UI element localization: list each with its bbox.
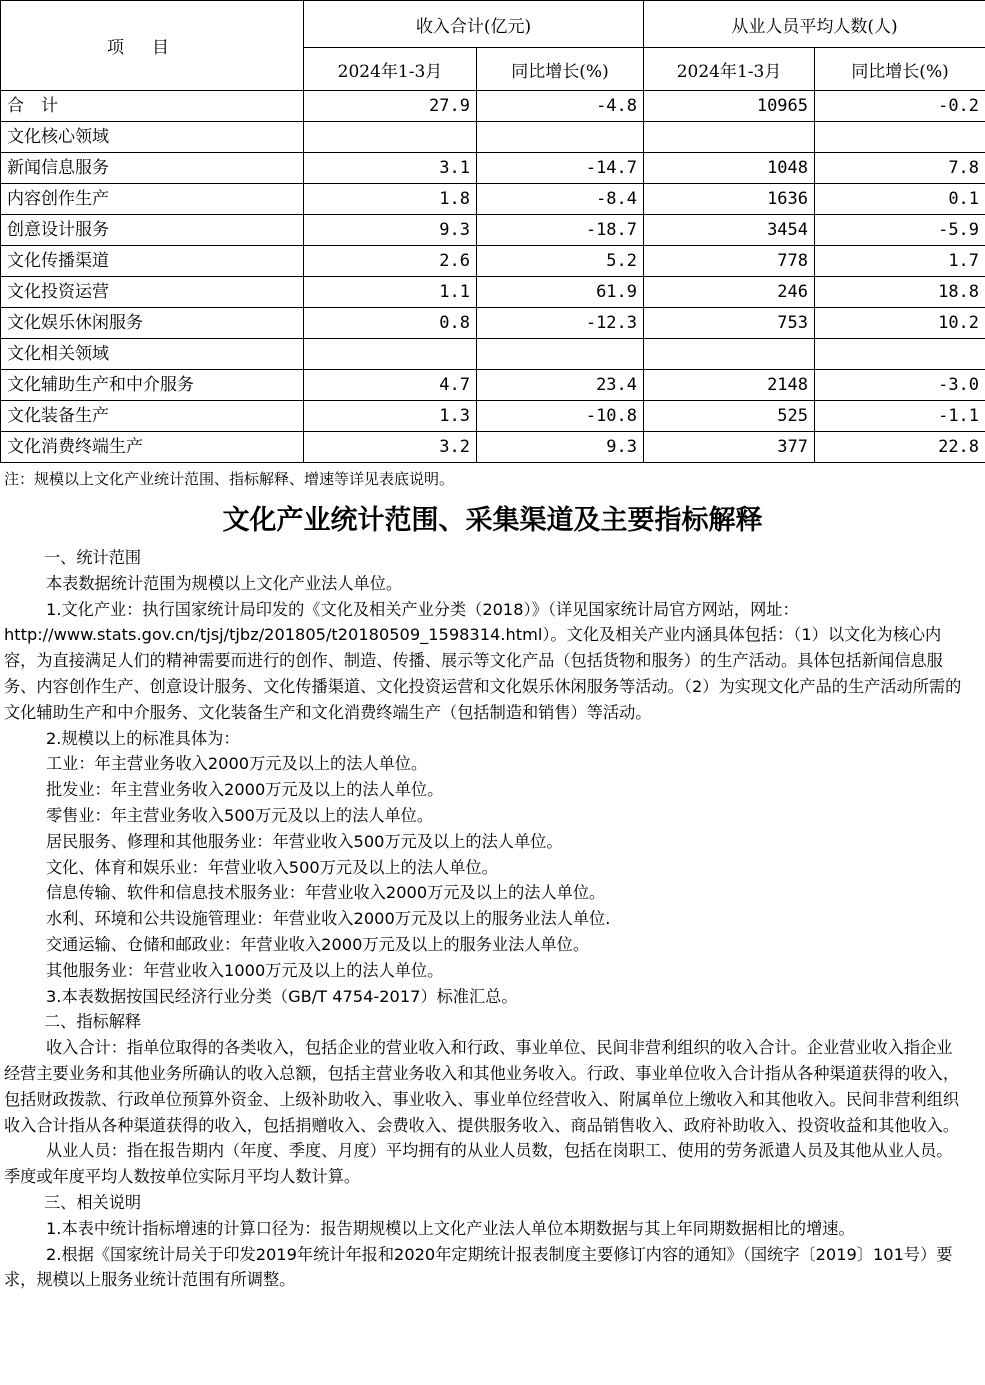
income-value bbox=[304, 339, 477, 370]
row-label: 文化装备生产 bbox=[1, 401, 304, 432]
item-header: 项目 bbox=[1, 1, 304, 91]
scale-item: 居民服务、修理和其他服务业：年营业收入500万元及以上的法人单位。 bbox=[46, 831, 563, 851]
statistics-table bbox=[0, 0, 985, 463]
table-row bbox=[1, 401, 985, 432]
section-heading: 一、统计范围 bbox=[44, 548, 142, 567]
paragraph: 1.文化产业：执行国家统计局印发的《文化及相关产业分类（2018）》（详见国家统计局官方网站，网址：http://www.stats.gov.cn/tjsj/tjbz/201805/t20180509_1598314.html）。文化及相关产业内涵具体包括：（1）以文化为核心内容，为直接满足人们的精神需要而进行的创作、制造、传播、展示等文化产品（包括货物和服务）的生产活动。具体包括新闻信息服务、内容创作生产、创意设计服务、文化传播渠道、文化投资运营和文化娱乐休闲服务等活动。（2）为实现文化产品的生产活动所需的文化辅助生产和中介服务、文化装备生产和文化消费终端生产（包括制造和销售）等活动。 bbox=[4, 599, 962, 722]
paragraph: 收入合计：指单位取得的各类收入，包括企业的营业收入和行政、事业单位、民间非营利组织的收入合计。企业营业收入指企业经营主要业务和其他业务所确认的收入总额，包括主营业务收入和其他业务收入。行政、事业单位收入合计指从各种渠道获得的收入，包括财政拨款、行政单位预算外资金、上级补助收入、事业收入、事业单位经营收入、附属单位上缴收入和其他收入。民间非营利组织收入合计指从各种渠道获得的收入，包括捐赠收入、会费收入、提供服务收入、商品销售收入、政府补助收入、投资收益和其他收入。 bbox=[4, 1038, 960, 1135]
table-row bbox=[1, 215, 985, 246]
scale-item: 其他服务业：年营业收入1000万元及以上的法人单位。 bbox=[46, 960, 444, 980]
staff-value bbox=[644, 339, 815, 370]
staff-value: 753 bbox=[644, 308, 815, 339]
staff-yoy-value: 7.8 bbox=[815, 153, 985, 184]
staff-yoy-value bbox=[815, 339, 985, 370]
income-value bbox=[304, 122, 477, 153]
staff-group-header: 从业人员平均人数(人) bbox=[644, 1, 985, 48]
staff-value: 778 bbox=[644, 246, 815, 277]
staff-value bbox=[644, 122, 815, 153]
scale-item: 工业：年主营业务收入2000万元及以上的法人单位。 bbox=[46, 754, 428, 774]
row-label: 文化辅助生产和中介服务 bbox=[1, 370, 304, 401]
income-yoy-header: 同比增长(%) bbox=[477, 48, 644, 91]
scale-item: 批发业：年主营业务收入2000万元及以上的法人单位。 bbox=[46, 780, 444, 800]
income-yoy-value: 9.3 bbox=[477, 432, 644, 463]
table-row bbox=[1, 339, 985, 370]
paragraph: 3.本表数据按国民经济行业分类（GB/T 4754-2017）标准汇总。 bbox=[46, 986, 518, 1006]
scale-item: 信息传输、软件和信息技术服务业：年营业收入2000万元及以上的法人单位。 bbox=[46, 883, 606, 903]
staff-value: 1048 bbox=[644, 153, 815, 184]
staff-value: 377 bbox=[644, 432, 815, 463]
income-value: 4.7 bbox=[304, 370, 477, 401]
table-row bbox=[1, 122, 985, 153]
row-label: 文化投资运营 bbox=[1, 277, 304, 308]
table-row bbox=[1, 277, 985, 308]
row-label: 文化娱乐休闲服务 bbox=[1, 308, 304, 339]
income-yoy-value: -14.7 bbox=[477, 153, 644, 184]
scale-item: 交通运输、仓储和邮政业：年营业收入2000万元及以上的服务业法人单位。 bbox=[46, 934, 590, 954]
table-note: 注：规模以上文化产业统计范围、指标解释、增速等详见表底说明。 bbox=[4, 470, 455, 488]
staff-yoy-value: 18.8 bbox=[815, 277, 985, 308]
income-value: 1.8 bbox=[304, 184, 477, 215]
income-yoy-value bbox=[477, 122, 644, 153]
scale-item: 水利、环境和公共设施管理业：年营业收入2000万元及以上的服务业法人单位. bbox=[46, 909, 611, 929]
paragraph: 从业人员：指在报告期内（年度、季度、月度）平均拥有的从业人员数，包括在岗职工、使用的劳务派遣人员及其他从业人员。季度或年度平均人数按单位实际月平均人数计算。 bbox=[4, 1141, 953, 1187]
income-value: 3.2 bbox=[304, 432, 477, 463]
staff-yoy-value: 0.1 bbox=[815, 184, 985, 215]
staff-yoy-value: -0.2 bbox=[815, 91, 985, 122]
income-group-header: 收入合计(亿元) bbox=[304, 1, 644, 48]
table-row bbox=[1, 246, 985, 277]
paragraph: 1.本表中统计指标增速的计算口径为：报告期规模以上文化产业法人单位本期数据与其上年同期数据相比的增速。 bbox=[46, 1218, 855, 1238]
staff-yoy-value: -3.0 bbox=[815, 370, 985, 401]
row-label: 新闻信息服务 bbox=[1, 153, 304, 184]
table-row bbox=[1, 91, 985, 122]
income-yoy-value: 5.2 bbox=[477, 246, 644, 277]
staff-value: 3454 bbox=[644, 215, 815, 246]
income-value: 0.8 bbox=[304, 308, 477, 339]
table-row bbox=[1, 308, 985, 339]
staff-period-header: 2024年1-3月 bbox=[644, 48, 815, 91]
staff-yoy-value: 22.8 bbox=[815, 432, 985, 463]
income-period-header: 2024年1-3月 bbox=[304, 48, 477, 91]
paragraph: 2.根据《国家统计局关于印发2019年统计年报和2020年定期统计报表制度主要修订内容的通知》（国统字〔2019〕101号）要求，规模以上服务业统计范围有所调整。 bbox=[4, 1244, 953, 1290]
income-yoy-value: -18.7 bbox=[477, 215, 644, 246]
row-label: 文化传播渠道 bbox=[1, 246, 304, 277]
staff-yoy-value: -1.1 bbox=[815, 401, 985, 432]
income-yoy-value: -10.8 bbox=[477, 401, 644, 432]
staff-value: 10965 bbox=[644, 91, 815, 122]
table-row bbox=[1, 153, 985, 184]
income-value: 3.1 bbox=[304, 153, 477, 184]
row-label: 文化消费终端生产 bbox=[1, 432, 304, 463]
row-label: 内容创作生产 bbox=[1, 184, 304, 215]
staff-value: 1636 bbox=[644, 184, 815, 215]
income-yoy-value: 23.4 bbox=[477, 370, 644, 401]
staff-yoy-header: 同比增长(%) bbox=[815, 48, 985, 91]
staff-yoy-value: 1.7 bbox=[815, 246, 985, 277]
document-title: 文化产业统计范围、采集渠道及主要指标解释 bbox=[222, 505, 763, 536]
paragraph: 本表数据统计范围为规模以上文化产业法人单位。 bbox=[46, 573, 403, 593]
table-row bbox=[1, 432, 985, 463]
table-row bbox=[1, 184, 985, 215]
staff-value: 2148 bbox=[644, 370, 815, 401]
staff-value: 246 bbox=[644, 277, 815, 308]
section-heading: 二、指标解释 bbox=[44, 1012, 142, 1032]
row-label: 文化相关领域 bbox=[1, 339, 304, 370]
income-value: 9.3 bbox=[304, 215, 477, 246]
income-yoy-value: -4.8 bbox=[477, 91, 644, 122]
paragraph: 2.规模以上的标准具体为： bbox=[46, 728, 240, 748]
scale-item: 零售业：年主营业务收入500万元及以上的法人单位。 bbox=[46, 805, 434, 825]
income-yoy-value bbox=[477, 339, 644, 370]
table-body bbox=[1, 91, 985, 463]
staff-yoy-value: -5.9 bbox=[815, 215, 985, 246]
row-label: 文化核心领域 bbox=[1, 122, 304, 153]
staff-yoy-value: 10.2 bbox=[815, 308, 985, 339]
table-row bbox=[1, 370, 985, 401]
staff-yoy-value bbox=[815, 122, 985, 153]
income-value: 2.6 bbox=[304, 246, 477, 277]
row-label: 创意设计服务 bbox=[1, 215, 304, 246]
income-yoy-value: -8.4 bbox=[477, 184, 644, 215]
scale-item: 文化、体育和娱乐业：年营业收入500万元及以上的法人单位。 bbox=[46, 857, 498, 877]
section-heading: 三、相关说明 bbox=[44, 1192, 142, 1212]
income-yoy-value: 61.9 bbox=[477, 277, 644, 308]
income-value: 1.3 bbox=[304, 401, 477, 432]
staff-value: 525 bbox=[644, 401, 815, 432]
income-value: 27.9 bbox=[304, 91, 477, 122]
income-yoy-value: -12.3 bbox=[477, 308, 644, 339]
document-body bbox=[4, 545, 964, 1293]
income-value: 1.1 bbox=[304, 277, 477, 308]
row-label: 合 计 bbox=[1, 91, 304, 122]
